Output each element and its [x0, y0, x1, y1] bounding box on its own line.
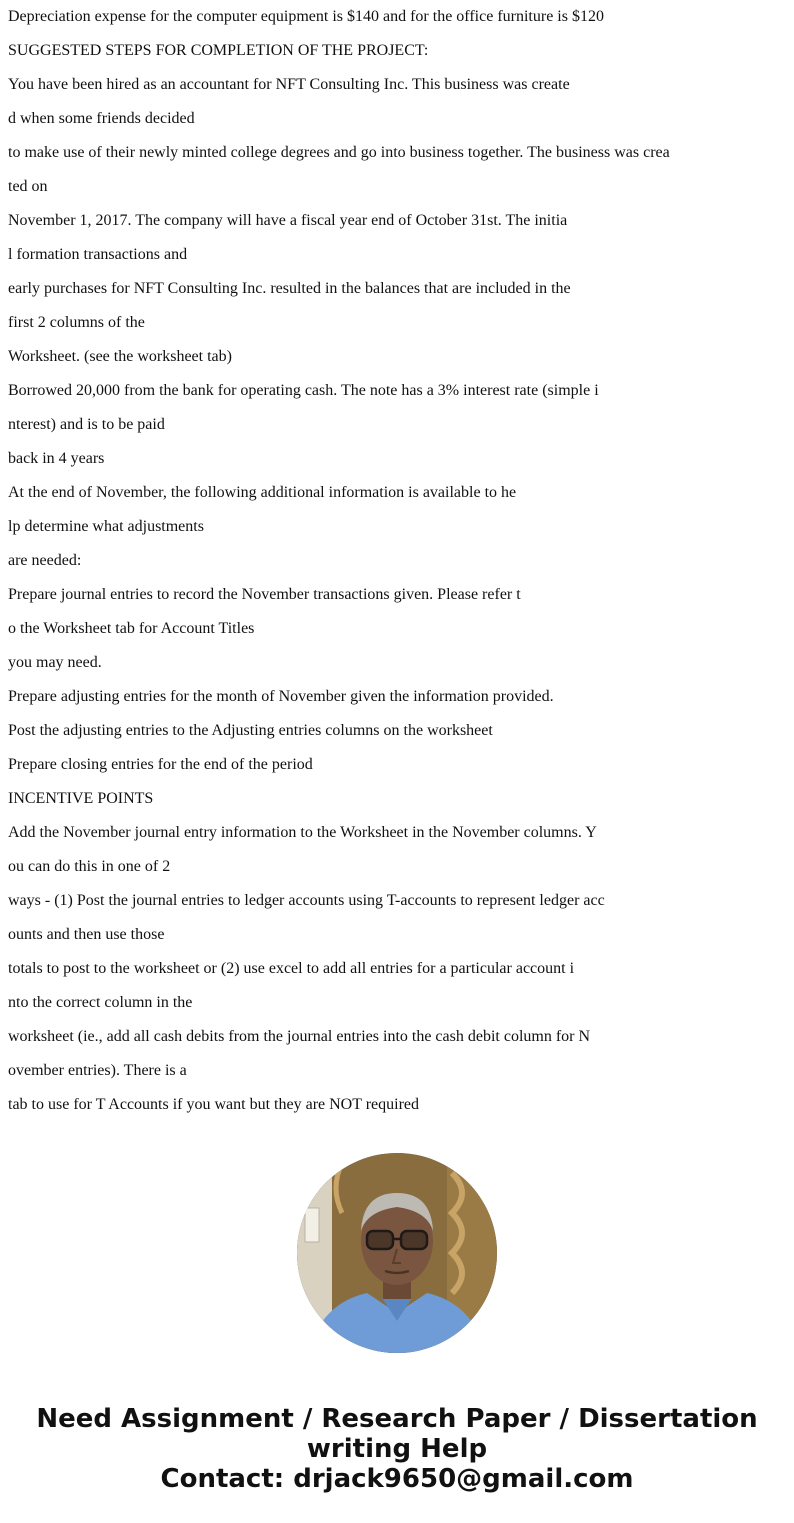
- doc-line: you may need.: [8, 654, 102, 671]
- promo-banner: [0, 1404, 794, 1494]
- doc-line: Borrowed 20,000 from the bank for operating cash. The note has a 3% interest rate (simple i: [8, 382, 599, 399]
- document-body: [8, 0, 788, 1122]
- doc-line: worksheet (ie., add all cash debits from the journal entries into the cash debit column for N: [8, 1028, 591, 1045]
- doc-line: nto the correct column in the: [8, 994, 193, 1011]
- doc-line: ovember entries). There is a: [8, 1062, 187, 1079]
- doc-line: early purchases for NFT Consulting Inc. resulted in the balances that are included in the: [8, 280, 571, 297]
- doc-line: to make use of their newly minted college degrees and go into business together. The business was crea: [8, 144, 670, 161]
- doc-line: Prepare journal entries to record the November transactions given. Please refer t: [8, 586, 521, 603]
- doc-line: SUGGESTED STEPS FOR COMPLETION OF THE PROJECT:: [8, 42, 429, 59]
- doc-line: lp determine what adjustments: [8, 518, 204, 535]
- doc-line: back in 4 years: [8, 450, 105, 467]
- doc-line: Prepare adjusting entries for the month of November given the information provided.: [8, 688, 554, 705]
- doc-line: Worksheet. (see the worksheet tab): [8, 348, 232, 365]
- doc-line: totals to post to the worksheet or (2) use excel to add all entries for a particular account i: [8, 960, 575, 977]
- promo-contact: Contact: drjack9650@gmail.com: [160, 1464, 634, 1494]
- doc-line: You have been hired as an accountant for NFT Consulting Inc. This business was create: [8, 76, 570, 93]
- doc-line: Add the November journal entry information to the Worksheet in the November columns. Y: [8, 824, 597, 841]
- doc-line: Post the adjusting entries to the Adjusting entries columns on the worksheet: [8, 722, 493, 739]
- doc-line: INCENTIVE POINTS: [8, 790, 154, 807]
- promo-line-1: Need Assignment / Research Paper / Dissertation: [36, 1404, 758, 1434]
- doc-line: first 2 columns of the: [8, 314, 145, 331]
- doc-line: l formation transactions and: [8, 246, 188, 263]
- doc-line: are needed:: [8, 552, 82, 569]
- doc-line: Prepare closing entries for the end of the period: [8, 756, 313, 773]
- doc-line: o the Worksheet tab for Account Titles: [8, 620, 255, 637]
- doc-line: ounts and then use those: [8, 926, 165, 943]
- doc-line: ou can do this in one of 2: [8, 858, 171, 875]
- doc-line: Depreciation expense for the computer equipment is $140 and for the office furniture is $120: [8, 8, 604, 25]
- doc-line: d when some friends decided: [8, 110, 195, 127]
- person-portrait-icon: [297, 1153, 497, 1353]
- doc-line: nterest) and is to be paid: [8, 416, 165, 433]
- doc-line: ted on: [8, 178, 48, 195]
- doc-line: ways - (1) Post the journal entries to ledger accounts using T-accounts to represent ledger acc: [8, 892, 605, 909]
- doc-line: At the end of November, the following additional information is available to he: [8, 484, 517, 501]
- doc-line: November 1, 2017. The company will have a fiscal year end of October 31st. The initia: [8, 212, 568, 229]
- doc-line: tab to use for T Accounts if you want but they are NOT required: [8, 1096, 420, 1113]
- promo-line-2: writing Help: [306, 1434, 488, 1464]
